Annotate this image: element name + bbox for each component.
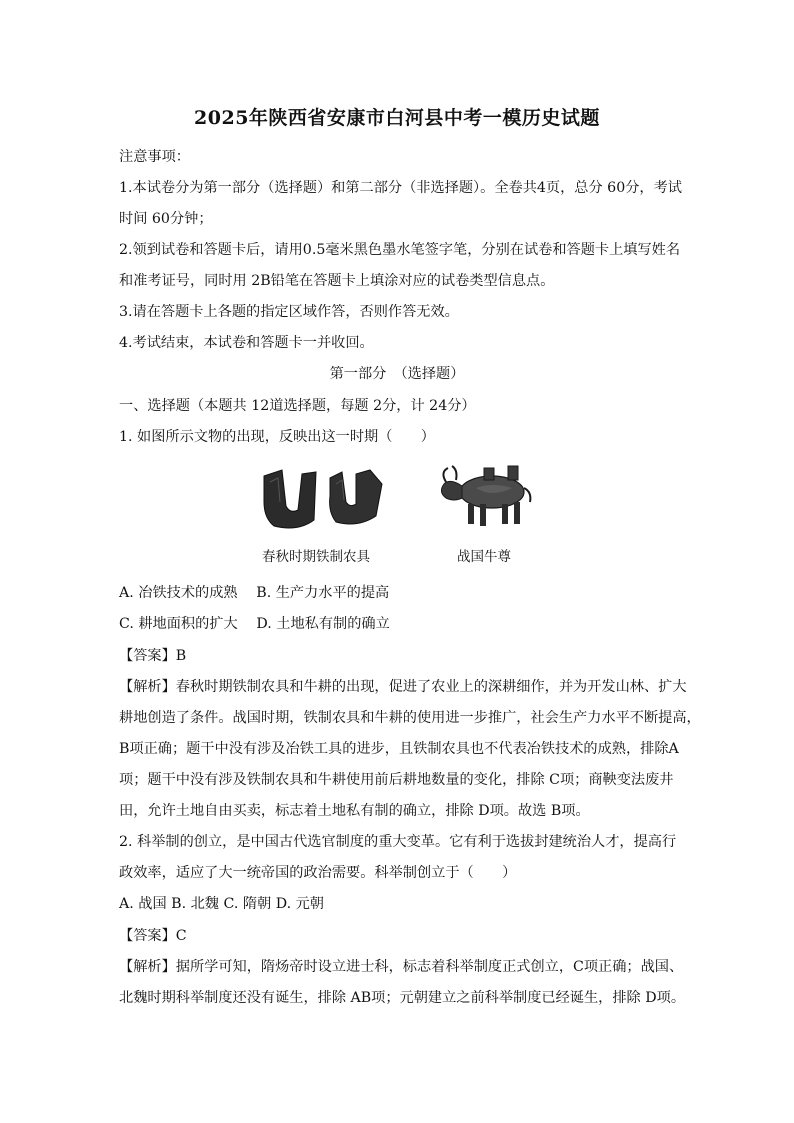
page-title: 2025年陕西省安康市白河县中考一模历史试题 bbox=[194, 107, 600, 129]
notice-line: 和准考证号，同时用 2B铅笔在答题卡上填涂对应的试卷类型信息点。 bbox=[119, 273, 555, 289]
notice-heading: 注意事项： bbox=[119, 149, 190, 165]
question-2-stem: 2. 科举制的创立，是中国古代选官制度的重大变革。它有利于选拔封建统治人才，提高行 bbox=[119, 834, 677, 850]
question-1-answer: 【答案】B bbox=[119, 648, 187, 664]
part-heading: 第一部分 （选择题） bbox=[329, 366, 465, 382]
question-2-answer: 【答案】C bbox=[119, 928, 187, 944]
question-2-options: A. 战国 B. 北魏 C. 隋朝 D. 元朝 bbox=[119, 896, 324, 912]
question-1-stem: 1. 如图所示文物的出现，反映出这一时期（ ） bbox=[119, 429, 435, 445]
notice-line: 时间 60分钟； bbox=[119, 211, 213, 227]
question-2-stem: 政效率，适应了大一统帝国的政治需要。科举制创立于（ ） bbox=[119, 865, 517, 881]
ox-zun-bronze-image bbox=[432, 458, 536, 530]
analysis-line: 耕地创造了条件。战国时期，铁制农具和牛耕的使用进一步推广，社会生产力水平不断提高， bbox=[119, 710, 701, 726]
figure-caption: 战国牛尊 bbox=[457, 549, 511, 565]
analysis-line: 田，允许土地自由买卖，标志着土地私有制的确立，排除 D项。故选 B项。 bbox=[119, 803, 590, 819]
analysis-line: 北魏时期科举制度还没有诞生，排除 AB项；元朝建立之前科举制度已经诞生，排除 D项。 bbox=[119, 990, 686, 1006]
question-1-options: A. 冶铁技术的成熟 B. 生产力水平的提高 bbox=[119, 585, 390, 601]
analysis-line: 项；题干中没有涉及铁制农具和牛耕使用前后耕地数量的变化，排除 C项；商鞅变法废井 bbox=[119, 772, 674, 788]
question-1-options: C. 耕地面积的扩大 D. 土地私有制的确立 bbox=[119, 616, 390, 632]
iron-farm-tools-image bbox=[258, 462, 392, 534]
figure-caption: 春秋时期铁制农具 bbox=[262, 549, 370, 565]
notice-line: 4.考试结束，本试卷和答题卡一并收回。 bbox=[119, 335, 374, 351]
section-heading: 一、选择题（本题共 12道选择题，每题 2分，计 24分） bbox=[119, 398, 476, 414]
analysis-line: 【解析】据所学可知，隋炀帝时设立进士科，标志着科举制度正式创立，C项正确；战国、 bbox=[119, 959, 684, 975]
notice-line: 2.领到试卷和答题卡后，请用0.5毫米黑色墨水笔签字笔，分别在试卷和答题卡上填写姓名 bbox=[119, 242, 681, 258]
notice-line: 3.请在答题卡上各题的指定区域作答，否则作答无效。 bbox=[119, 304, 459, 320]
analysis-line: B项正确；题干中没有涉及冶铁工具的进步，且铁制农具也不代表冶铁技术的成熟，排除A bbox=[119, 741, 679, 757]
analysis-line: 【解析】春秋时期铁制农具和牛耕的出现，促进了农业上的深耕细作，并为开发山林、扩大 bbox=[119, 679, 687, 695]
notice-line: 1.本试卷分为第一部分（选择题）和第二部分（非选择题）。全卷共4页，总分 60分，考试 bbox=[119, 180, 682, 196]
